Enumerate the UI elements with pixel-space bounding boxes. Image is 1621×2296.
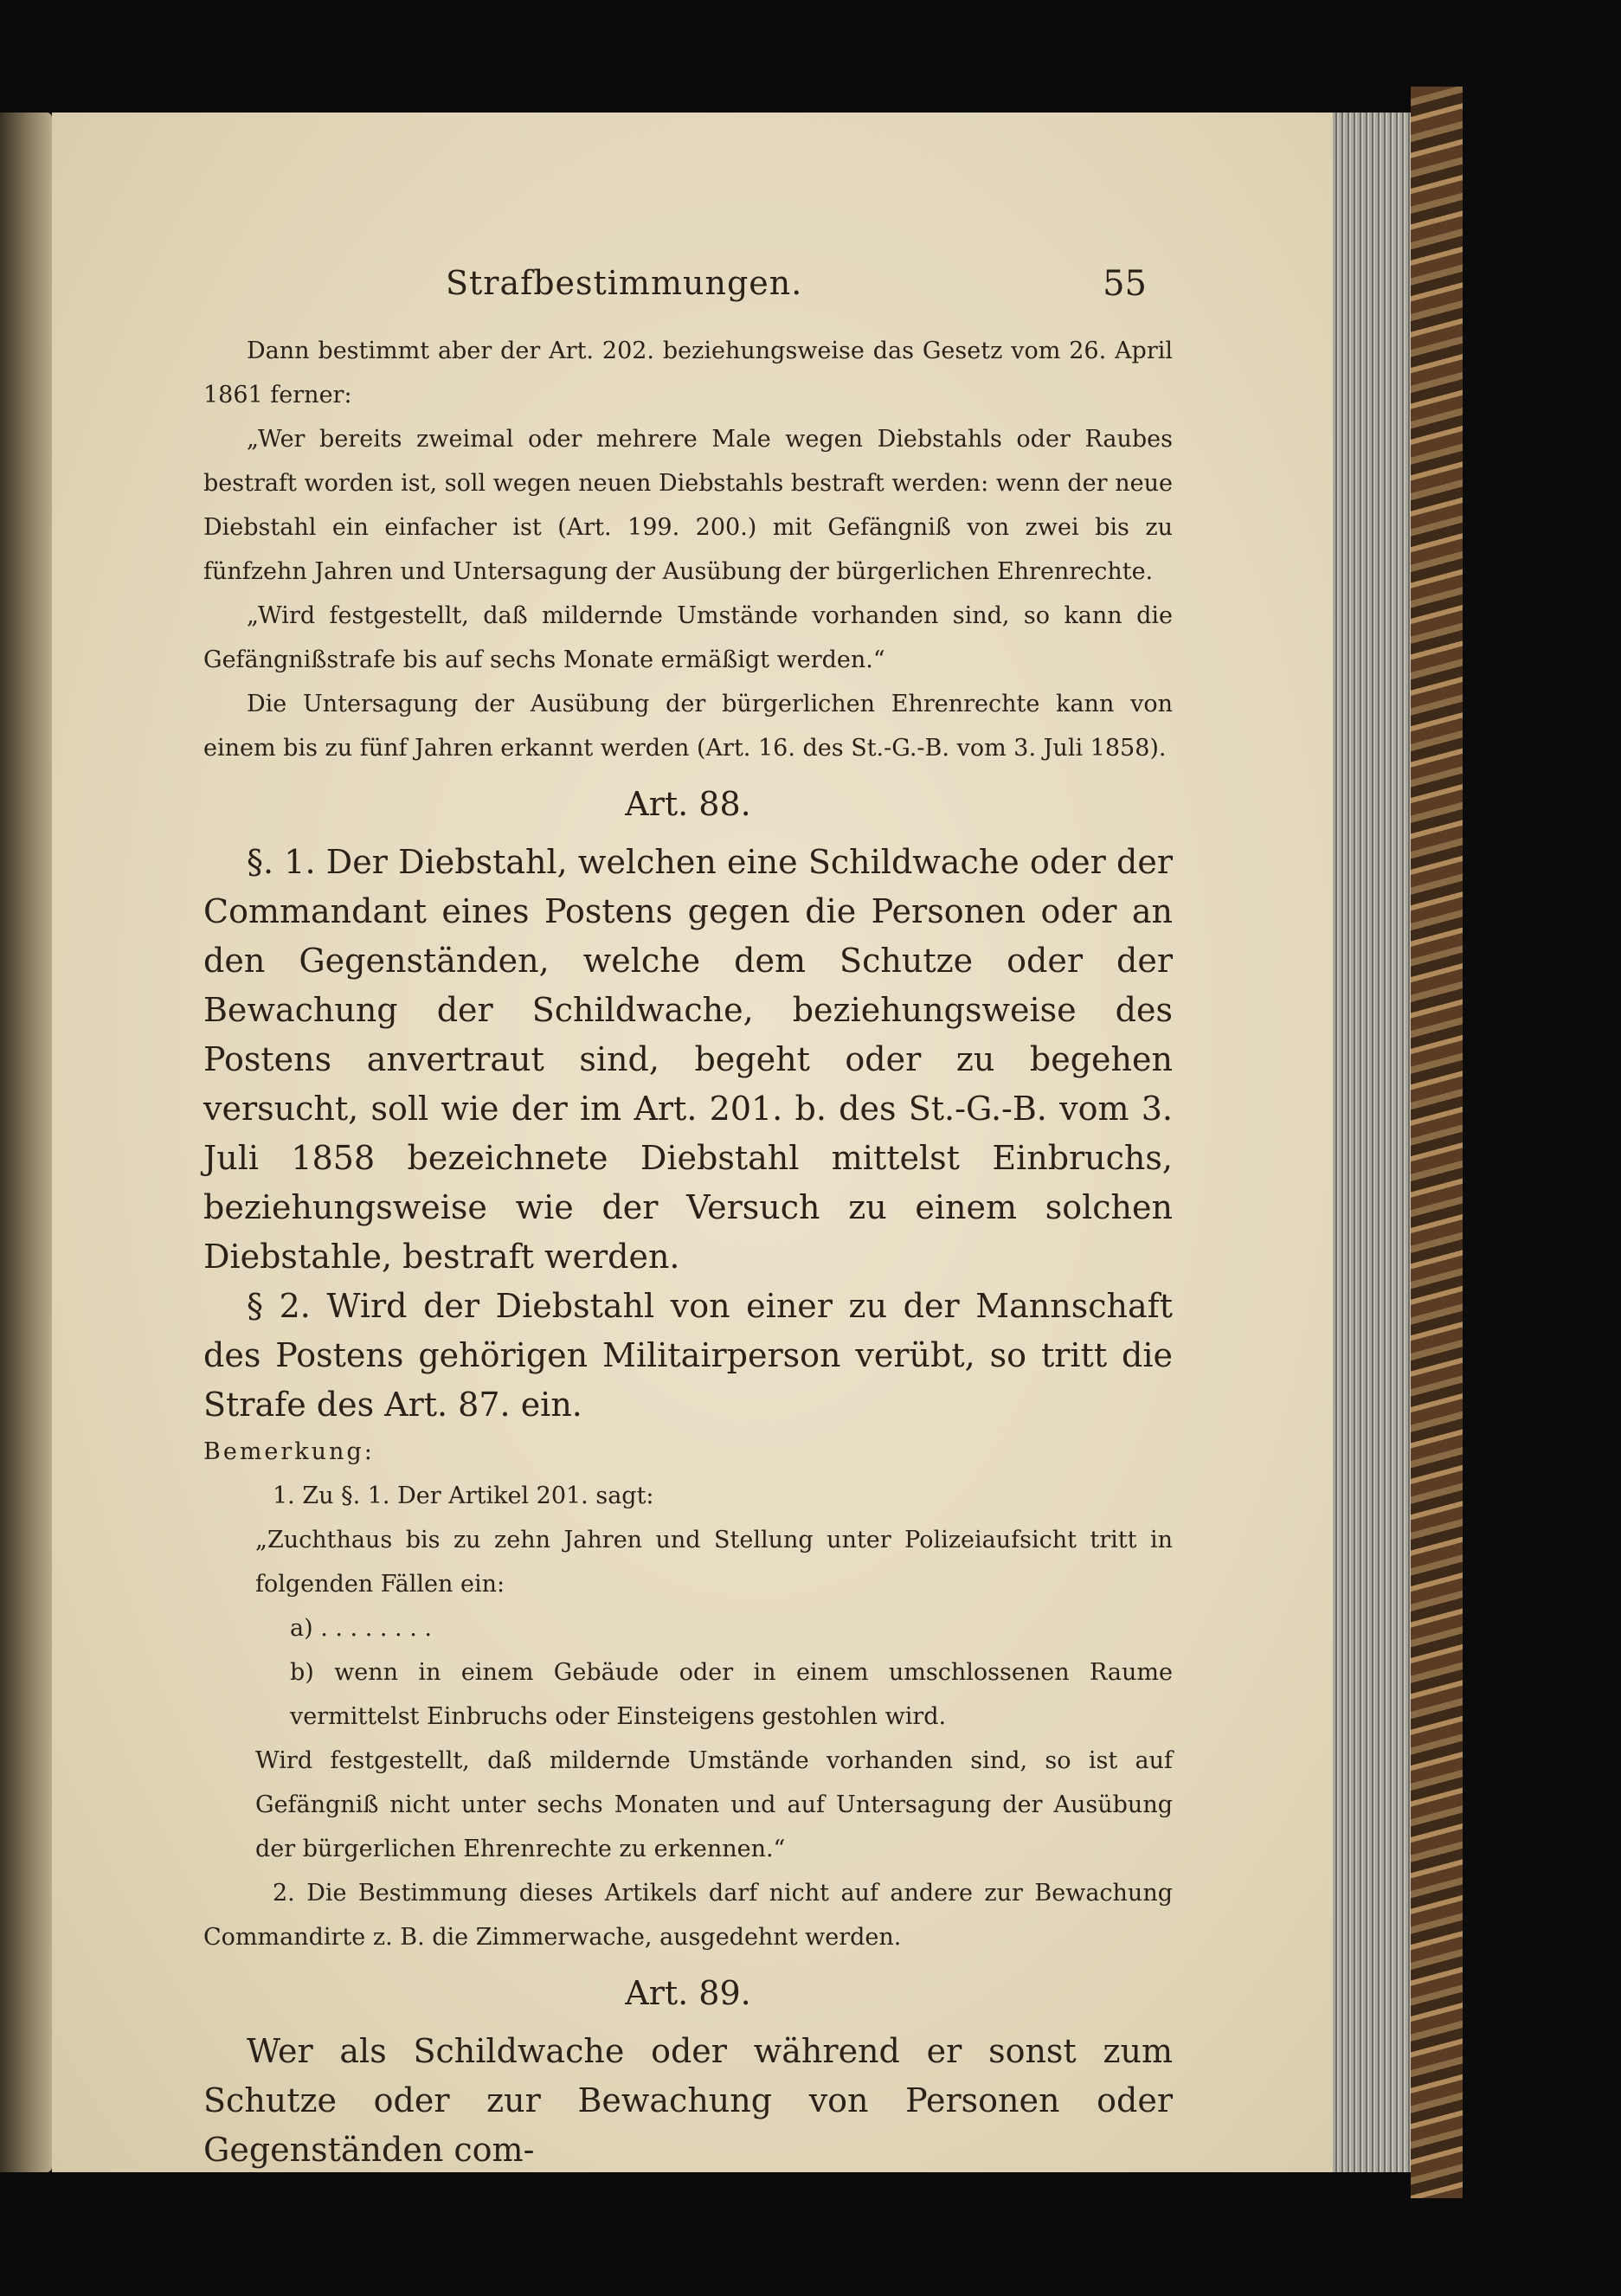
article-88-section-2: § 2. Wird der Diebstahl von einer zu der Mannschaft des Postens gehörigen Militairperson verübt, so tritt die Strafe des Art. 87. ein. [203,1287,1173,1424]
article-88-heading: Art. 88. [625,785,751,823]
article-88-section-1: §. 1. Der Diebstahl, welchen eine Schildwache oder der Commandant eines Postens gegen die Personen oder an den Gegenständen, welche dem Schutze oder der Bewachung der Schildwache, beziehungsweise des Postens anvertraut sind, begeht oder zu begehen versucht, soll wie der im Art. 201. b. des St.-G.-B. vom 3. Juli 1858 bezeichnete Diebstahl mittelst Einbruchs, beziehungsweise wie der Versuch zu einem solchen Diebstahle, bestraft werden. [203,843,1173,1276]
page-number: 55 [1103,264,1147,304]
remark-1-quote: „Zuchthaus bis zu zehn Jahren und Stellung unter Polizeiaufsicht tritt in folgenden Fällen ein: [255,1527,1173,1598]
remark-1-item-a: a) . . . . . . . . [290,1615,432,1642]
running-head: Strafbestimmungen. [446,264,803,302]
paragraph-untersagung: Die Untersagung der Ausübung der bürgerlichen Ehrenrechte kann von einem bis zu fünf Jahren erkannt werden (Art. 16. des St.-G.-B. vom 3. Juli 1858). [203,691,1173,762]
remark-label: Bemerkung: [203,1438,375,1465]
remark-1-end: Wird festgestellt, daß mildernde Umstände vorhanden sind, so ist auf Gefängniß nicht unter sechs Monaten und auf Untersagung der Ausübung der bürgerlichen Ehrenrechte zu erkennen.“ [255,1747,1173,1862]
page-header [52,264,1333,307]
remark-2: 2. Die Bestimmung dieses Artikels darf nicht auf andere zur Bewachung Commandirte z. B. die Zimmerwache, ausgedehnt werden. [203,1880,1173,1951]
paragraph-intro: Dann bestimmt aber der Art. 202. beziehungsweise das Gesetz vom 26. April 1861 ferner: [203,338,1173,408]
remark-1-intro: 1. Zu §. 1. Der Artikel 201. sagt: [273,1482,654,1509]
quote-paragraph-1: „Wer bereits zweimal oder mehrere Male wegen Diebstahls oder Raubes bestraft worden ist, soll wegen neuen Diebstahls bestraft werden: wenn der neue Diebstahl ein einfacher ist (Art. 199. 200.) mit Gefängniß von zwei bis zu fünfzehn Jahren und Untersagung der Ausübung der bürgerlichen Ehrenrechte. [203,426,1173,585]
page-body [203,329,1173,2175]
page-block-edge [1333,113,1411,2172]
marbled-cover-edge [1411,87,1463,2198]
article-89-text: Wer als Schildwache oder während er sonst zum Schutze oder zur Bewachung von Personen oder Gegenständen com- [203,2032,1173,2169]
remark-1-item-b: b) wenn in einem Gebäude oder in einem umschlossenen Raume vermittelst Einbruchs oder Einsteigens gestohlen wird. [290,1659,1173,1730]
quote-paragraph-2: „Wird festgestellt, daß mildernde Umstände vorhanden sind, so kann die Gefängnißstrafe bis auf sechs Monate ermäßigt werden.“ [203,602,1173,673]
book-page [52,113,1333,2172]
facing-page-edge [0,113,52,2172]
article-89-heading: Art. 89. [625,1974,751,2012]
